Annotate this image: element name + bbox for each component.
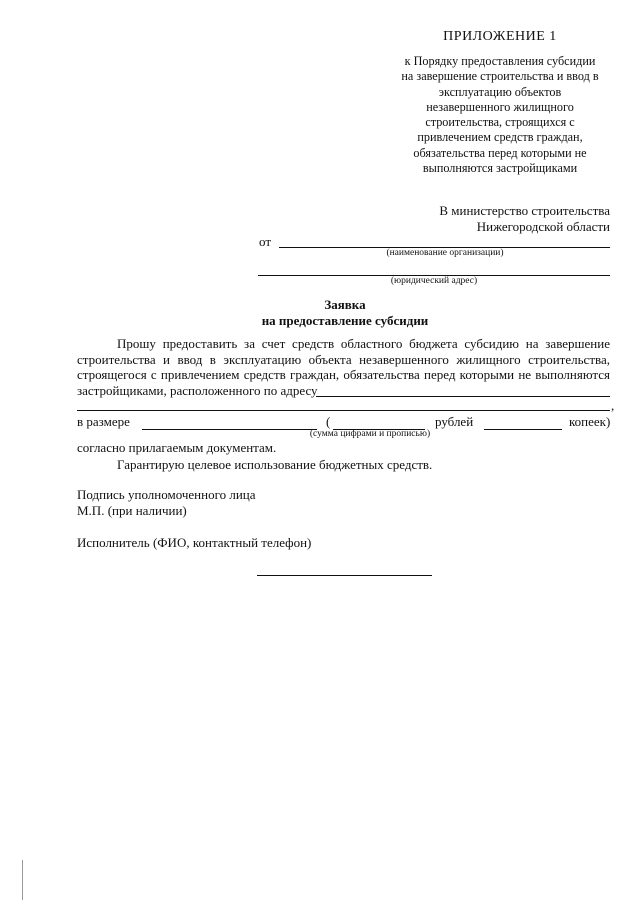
attached-documents-text: согласно прилагаемым документам.: [77, 440, 277, 455]
appendix-reference-line: выполняются застройщиками: [422, 161, 578, 176]
open-parenthesis: (: [326, 414, 331, 429]
seal-label: М.П. (при наличии): [77, 503, 187, 518]
appendix-reference-line: к Порядку предоставления субсидии: [404, 54, 596, 68]
organization-name-caption: (наименование организации): [386, 248, 504, 258]
appendix-reference-line: на завершение строительства и ввод в: [401, 69, 599, 84]
appendix-reference-line: обязательства перед которыми не: [413, 145, 587, 160]
document-title-line-1: Заявка: [324, 297, 366, 312]
appendix-reference-line: незавершенного жилищного: [426, 99, 574, 114]
authorized-signature-label: Подпись уполномоченного лица: [77, 487, 256, 502]
addressee-line-1: В министерство строительства: [439, 203, 610, 218]
request-paragraph: Прошу предоставить за счет средств областного бюджета субсидию на завершение строительства и ввод в эксплуатацию объекта незавершенного жилищного строительства, строящегося с привлечением средств граждан, обязательства перед которыми не выполняются застройщиками, расположенного по адресу: [77, 336, 610, 398]
appendix-reference-line: строительства, строящихся с: [425, 115, 575, 130]
legal-address-caption: (юридический адрес): [390, 276, 478, 286]
guarantee-text: Гарантирую целевое использование бюджетных средств.: [117, 457, 433, 472]
sum-caption: (сумма цифрами и прописью): [309, 429, 431, 439]
appendix-title: ПРИЛОЖЕНИЕ 1: [443, 29, 557, 44]
amount-label: в размере: [77, 414, 130, 429]
addressee-line-2: Нижегородской области: [476, 219, 610, 234]
document-title-line-2: на предоставление субсидии: [261, 313, 429, 328]
kopecks-label: копеек): [569, 414, 611, 429]
appendix-reference-line: эксплуатацию объектов: [438, 84, 562, 99]
margin-scan-mark: [22, 860, 24, 900]
appendix-reference-line: привлечением средств граждан,: [417, 130, 583, 145]
object-address-field-continued[interactable]: [77, 410, 610, 411]
addressee-block: [380, 203, 610, 235]
footer-separator-line: [257, 575, 432, 576]
address-line-comma: ,: [611, 398, 615, 413]
document-title: [170, 297, 520, 329]
from-label: от: [259, 234, 272, 249]
rubles-label: рублей: [435, 414, 474, 429]
executor-label: Исполнитель (ФИО, контактный телефон): [77, 535, 312, 550]
object-address-field[interactable]: [316, 396, 610, 397]
appendix-reference: [386, 54, 614, 176]
